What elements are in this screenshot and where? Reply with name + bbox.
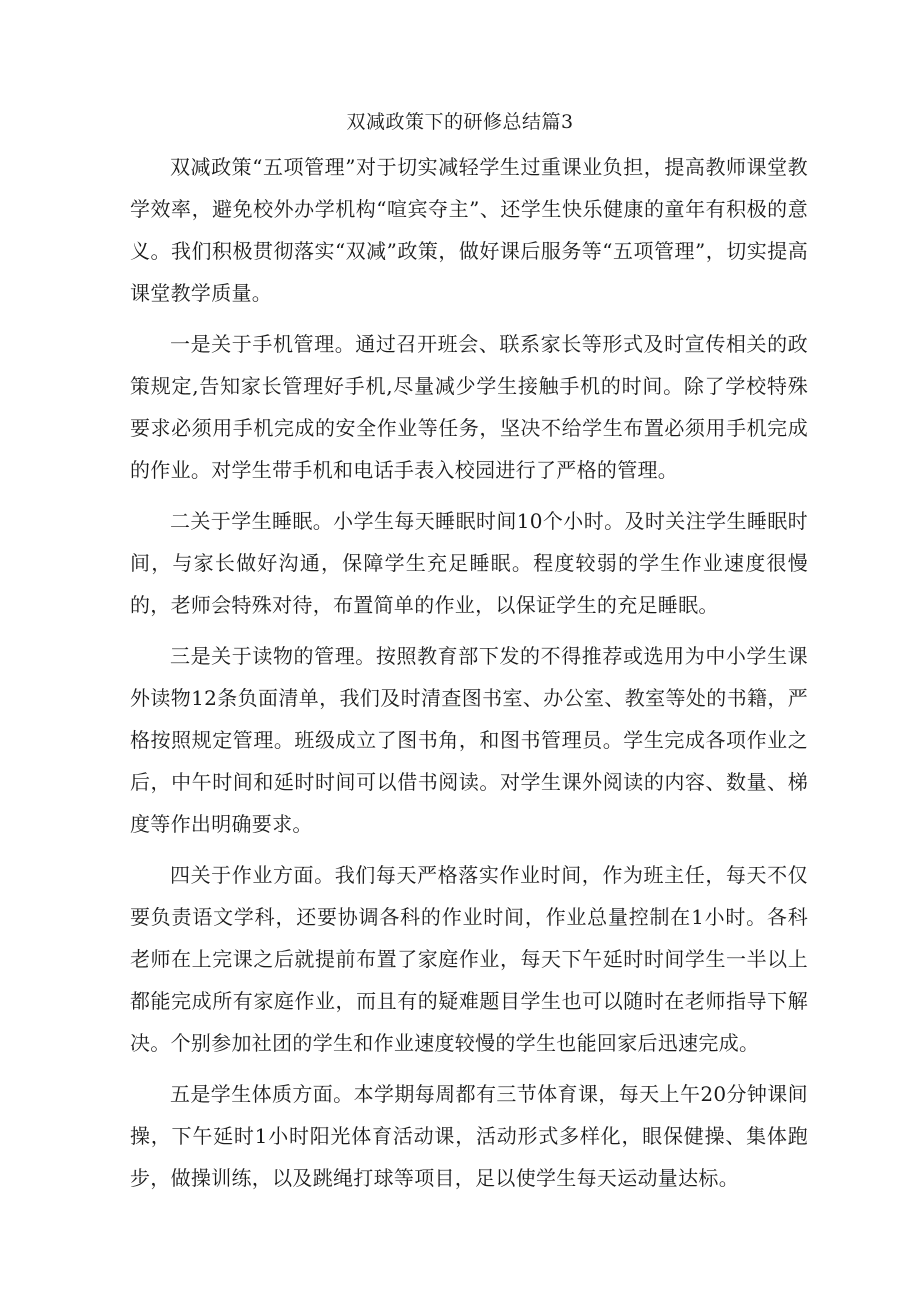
document-body (130, 146, 808, 1208)
document-title: 双减政策下的研修总结篇3 (346, 111, 574, 133)
paragraph-intro: 双减政策“五项管理”对于切实减轻学生过重课业负担，提高教师课堂教学效率，避免校外办学机构“喧宾夺主”、还学生快乐健康的童年有积极的意义。我们积极贯彻落实“双减”政策，做好课后服务等“五项管理”，切实提高课堂教学质量。 (130, 155, 808, 305)
paragraph-sleep: 二关于学生睡眠。小学生每天睡眠时间10个小时。及时关注学生睡眠时间，与家长做好沟通，保障学生充足睡眠。程度较弱的学生作业速度很慢的，老师会特殊对待，布置简单的作业，以保证学生的充足睡眠。 (130, 509, 808, 617)
paragraph-phone-management: 一是关于手机管理。通过召开班会、联系家长等形式及时宣传相关的政策规定,告知家长管理好手机,尽量减少学生接触手机的时间。除了学校特殊要求必须用手机完成的安全作业等任务，坚决不给学生布置必须用手机完成的作业。对学生带手机和电话手表入校园进行了严格的管理。 (130, 332, 808, 482)
paragraph-physical-fitness: 五是学生体质方面。本学期每周都有三节体育课，每天上午20分钟课间操，下午延时1小时阳光体育活动课，活动形式多样化，眼保健操、集体跑步，做操训练，以及跳绳打球等项目，足以使学生每天运动量达标。 (130, 1082, 808, 1190)
paragraph-homework: 四关于作业方面。我们每天严格落实作业时间，作为班主任，每天不仅要负责语文学科，还要协调各科的作业时间，作业总量控制在1小时。各科老师在上完课之后就提前布置了家庭作业，每天下午延时时间学生一半以上都能完成所有家庭作业，而且有的疑难题目学生也可以随时在老师指导下解决。个别参加社团的学生和作业速度较慢的学生也能回家后迅速完成。 (130, 863, 808, 1055)
paragraph-reading-materials: 三是关于读物的管理。按照教育部下发的不得推荐或选用为中小学生课外读物12条负面清单，我们及时清查图书室、办公室、教室等处的书籍，严格按照规定管理。班级成立了图书角，和图书管理员。学生完成各项作业之后，中午时间和延时时间可以借书阅读。对学生课外阅读的内容、数量、梯度等作出明确要求。 (130, 644, 808, 836)
